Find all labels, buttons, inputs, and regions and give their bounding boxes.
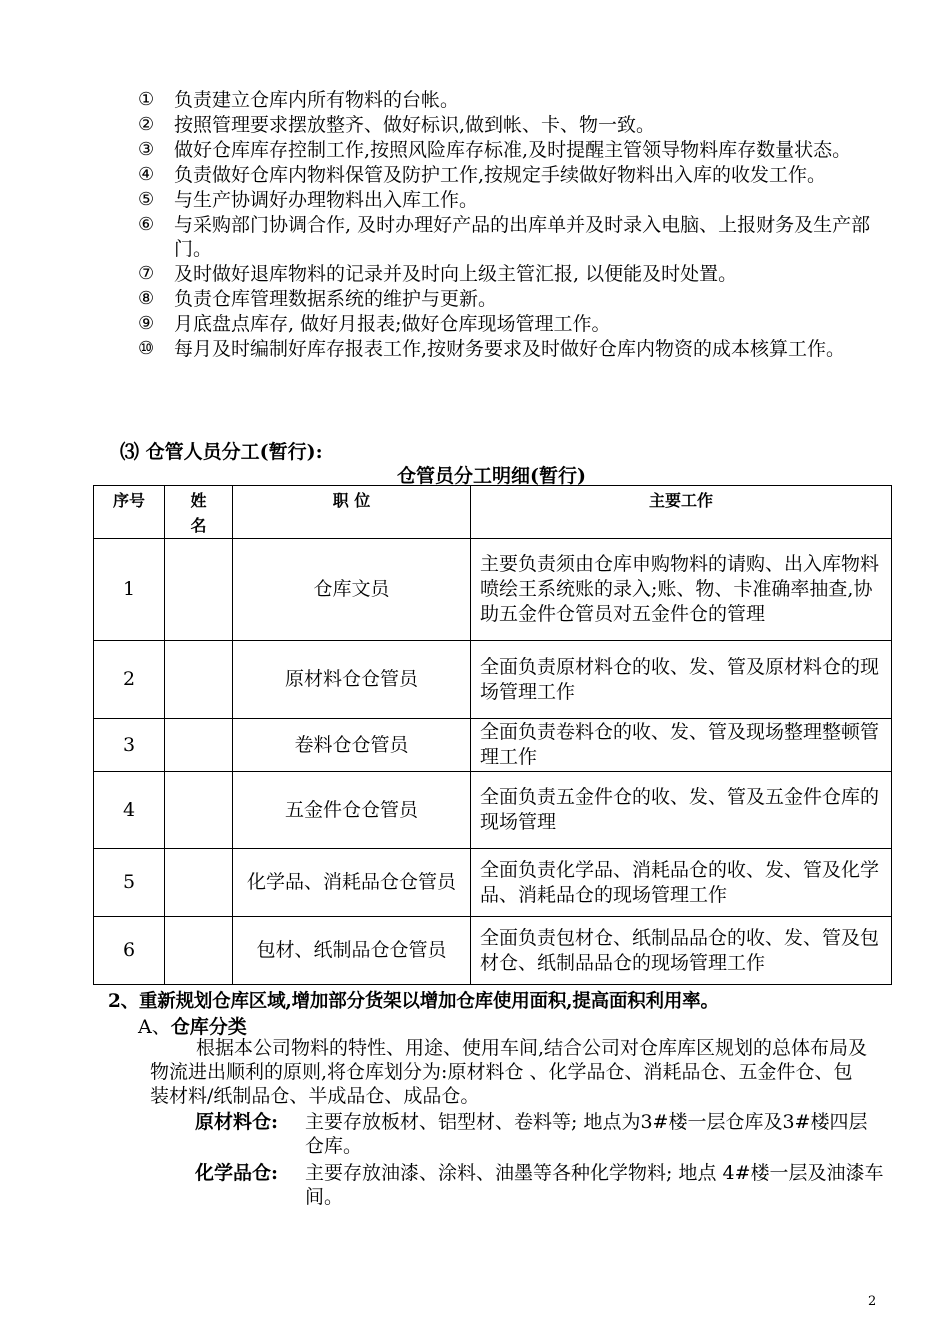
cell-no: 2 [94, 641, 165, 719]
category-label: 原材料仓: [195, 1111, 279, 1133]
duty-item [138, 213, 883, 261]
category-raw-material [195, 1110, 885, 1158]
cell-name [165, 849, 233, 917]
header-name: 姓 名 [165, 486, 233, 539]
cell-position: 仓库文员 [233, 539, 471, 641]
category-text: 主要存放板材、铝型材、卷料等; 地点为3#楼一层仓库及3#楼四层仓库。 [305, 1111, 868, 1157]
duty-number: ⑤ [138, 189, 155, 210]
table-row [94, 719, 892, 772]
header-no: 序号 [94, 486, 165, 539]
cell-name [165, 539, 233, 641]
duty-item [138, 312, 883, 336]
duty-number: ⑥ [138, 214, 155, 235]
sub-a-title: 仓库分类 [170, 1016, 247, 1038]
category-chemical [195, 1161, 885, 1209]
cell-work: 全面负责原材料仓的收、发、管及原材料仓的现场管理工作 [471, 641, 892, 719]
table-row [94, 641, 892, 719]
duty-number: ⑩ [138, 338, 155, 359]
cell-name [165, 772, 233, 849]
staff-table [93, 485, 892, 985]
duty-item [138, 163, 883, 187]
duty-item [138, 188, 883, 212]
duty-number: ④ [138, 164, 155, 185]
duty-text: 负责建立仓库内所有物料的台帐。 [174, 89, 460, 111]
table-row [94, 849, 892, 917]
table-header-row [94, 486, 892, 539]
cell-work: 全面负责包材仓、纸制品品仓的收、发、管及包材仓、纸制品品仓的现场管理工作 [471, 917, 892, 985]
sub-a-heading [138, 1012, 247, 1039]
cell-position: 包材、纸制品仓仓管员 [233, 917, 471, 985]
cell-name [165, 917, 233, 985]
duty-text: 及时做好退库物料的记录并及时向上级主管汇报, 以便能及时处置。 [174, 263, 738, 285]
cell-name [165, 641, 233, 719]
duty-text: 每月及时编制好库存报表工作,按财务要求及时做好仓库内物资的成本核算工作。 [174, 338, 846, 360]
cell-work: 主要负责须由仓库申购物料的请购、出入库物料喷绘王系统账的录入;账、物、卡准确率抽查,协助五金件仓管员对五金件仓的管理 [471, 539, 892, 641]
duty-text: 月底盘点库存, 做好月报表;做好仓库现场管理工作。 [174, 313, 611, 335]
duty-number: ② [138, 114, 155, 135]
cell-no: 1 [94, 539, 165, 641]
cell-position: 五金件仓仓管员 [233, 772, 471, 849]
duty-text: 做好仓库库存控制工作,按照风险库存标准,及时提醒主管领导物料库存数量状态。 [174, 139, 852, 161]
header-work: 主要工作 [471, 486, 892, 539]
section-2-heading: 2、重新规划仓库区域,增加部分货架以增加仓库使用面积,提高面积利用率。 [108, 991, 719, 1012]
classification-paragraph: 根据本公司物料的特性、用途、使用车间,结合公司对仓库库区规划的总体布局及物流进出顺利的原则,将仓库划分为:原材料仓 、化学品仓、消耗品仓、五金件仓、包装材料/纸制品仓、半成品仓、成品仓。 [150, 1037, 868, 1107]
duty-number: ⑦ [138, 263, 155, 284]
staff-division-heading: ⑶ 仓管人员分工(暂行): [120, 441, 323, 463]
duty-text: 与采购部门协调合作, 及时办理好产品的出库单并及时录入电脑、上报财务及生产部门。 [174, 214, 871, 260]
cell-position: 卷料仓仓管员 [233, 719, 471, 772]
category-text: 主要存放油漆、涂料、油墨等各种化学物料; 地点 4#楼一层及油漆车间。 [305, 1162, 884, 1208]
duty-number: ③ [138, 139, 155, 160]
duty-number: ⑧ [138, 288, 155, 309]
duty-item [138, 88, 883, 112]
table-row [94, 772, 892, 849]
table-caption: 仓管员分工明细(暂行) [397, 465, 586, 487]
duty-text: 负责做好仓库内物料保管及防护工作,按规定手续做好物料出入库的收发工作。 [174, 164, 827, 186]
cell-no: 6 [94, 917, 165, 985]
cell-no: 5 [94, 849, 165, 917]
cell-work: 全面负责化学品、消耗品仓的收、发、管及化学品、消耗品仓的现场管理工作 [471, 849, 892, 917]
category-label: 化学品仓: [195, 1162, 279, 1184]
cell-no: 3 [94, 719, 165, 772]
duty-item [138, 138, 883, 162]
duty-number: ⑨ [138, 313, 155, 334]
duty-item [138, 262, 883, 286]
sub-a-prefix: A、 [138, 1016, 171, 1038]
duties-list [138, 88, 883, 362]
duty-number: ① [138, 89, 155, 110]
cell-position: 化学品、消耗品仓仓管员 [233, 849, 471, 917]
duty-text: 负责仓库管理数据系统的维护与更新。 [174, 288, 498, 310]
cell-work: 全面负责五金件仓的收、发、管及五金件仓库的现场管理 [471, 772, 892, 849]
table-row [94, 539, 892, 641]
cell-name [165, 719, 233, 772]
page-number: 2 [868, 1294, 877, 1309]
table-row [94, 917, 892, 985]
cell-no: 4 [94, 772, 165, 849]
cell-work: 全面负责卷料仓的收、发、管及现场整理整顿管理工作 [471, 719, 892, 772]
header-position: 职 位 [233, 486, 471, 539]
cell-position: 原材料仓仓管员 [233, 641, 471, 719]
duty-item [138, 337, 883, 361]
duty-item [138, 113, 883, 137]
duty-text: 与生产协调好办理物料出入库工作。 [174, 189, 479, 211]
duty-text: 按照管理要求摆放整齐、做好标识,做到帐、卡、物一致。 [174, 114, 656, 136]
duty-item [138, 287, 883, 311]
